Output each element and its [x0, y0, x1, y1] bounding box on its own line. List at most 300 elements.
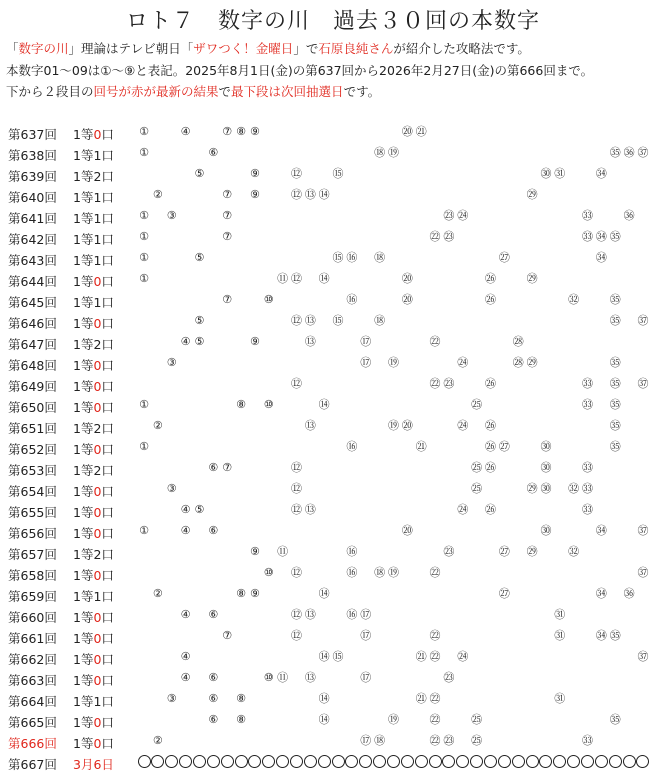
- winning-number: ⑨: [249, 167, 260, 180]
- blank-number-circle: [498, 755, 511, 768]
- prize-rank: 1等: [73, 736, 94, 751]
- winning-number: ⑬: [304, 419, 316, 432]
- first-prize-winners: [73, 209, 114, 227]
- winning-number: ⑫: [290, 482, 302, 495]
- winning-number: ⑱: [374, 734, 386, 747]
- draw-row: [0, 395, 666, 416]
- winning-number: ⑬: [304, 503, 316, 516]
- page-title: ロト７ 数字の川 過去３０回の本数字: [125, 9, 540, 34]
- winning-number: ㉘: [512, 356, 524, 369]
- winning-number: ㉙: [526, 482, 538, 495]
- winning-number: ㉑: [415, 692, 427, 705]
- first-prize-winners: [73, 461, 114, 479]
- first-prize-winners: [73, 482, 114, 500]
- intro-text-segment: です。: [343, 84, 381, 99]
- winning-number: ㊱: [623, 209, 635, 222]
- winning-number: ⑫: [290, 272, 302, 285]
- winning-number: ㉒: [429, 335, 441, 348]
- draw-number-label: 第662回: [8, 652, 57, 667]
- prize-count: 1: [93, 148, 102, 163]
- winning-number: ㉝: [582, 503, 594, 516]
- winning-number: ㉒: [429, 734, 441, 747]
- draw-number-label: 第646回: [8, 316, 57, 331]
- blank-number-circle: [304, 755, 317, 768]
- draw-number-label: 第637回: [8, 127, 57, 142]
- prize-count: 0: [93, 568, 102, 583]
- winning-number: ⑮: [332, 314, 344, 327]
- draw-number-label: 第645回: [8, 295, 57, 310]
- blank-number-circle: [151, 755, 164, 768]
- blank-number-circle: [442, 755, 455, 768]
- winning-number: ㉖: [485, 293, 496, 306]
- winning-number: ⑦: [222, 230, 233, 243]
- winning-number: ㉟: [609, 440, 621, 453]
- draw-row: [0, 269, 666, 290]
- prize-rank: 1等: [73, 631, 94, 646]
- first-prize-winners: [73, 167, 114, 185]
- draw-row: [0, 353, 666, 374]
- prize-unit: 口: [101, 211, 114, 226]
- winning-number: ㉕: [471, 461, 483, 474]
- prize-rank: 1等: [73, 463, 94, 478]
- blank-number-circle: [332, 755, 345, 768]
- winning-number: ㉝: [582, 377, 594, 390]
- intro-text-segment: 数字の川: [18, 41, 69, 56]
- winning-number: ⑭: [318, 650, 330, 663]
- first-prize-winners: [73, 566, 114, 584]
- winning-number: ⑭: [318, 713, 330, 726]
- prize-unit: 口: [101, 505, 114, 520]
- winning-number: ⑲: [387, 566, 399, 579]
- winning-number: ⑩: [263, 398, 274, 411]
- winning-number: ⑫: [290, 188, 302, 201]
- prize-unit: 口: [101, 526, 114, 541]
- winning-number: ⑳: [401, 125, 413, 138]
- blank-number-circle: [138, 755, 151, 768]
- winning-number: ㉝: [582, 482, 594, 495]
- winning-number: ㉝: [582, 461, 594, 474]
- prize-unit: 口: [101, 127, 114, 142]
- prize-count: 2: [93, 337, 102, 352]
- winning-number: ⑨: [249, 587, 260, 600]
- winning-number: ⑳: [401, 293, 413, 306]
- prize-unit: 口: [101, 694, 114, 709]
- winning-number: ㉜: [568, 482, 580, 495]
- winning-number: ㉜: [568, 293, 580, 306]
- blank-number-circle: [595, 755, 608, 768]
- winning-number: ③: [166, 482, 177, 495]
- draw-row: [0, 416, 666, 437]
- winning-number: ⑯: [346, 545, 358, 558]
- prize-count: 0: [93, 358, 102, 373]
- prize-count: 0: [93, 736, 102, 751]
- winning-number: ㉒: [429, 377, 441, 390]
- prize-rank: 1等: [73, 421, 94, 436]
- winning-number: ⑭: [318, 272, 330, 285]
- winning-number: ①: [139, 209, 149, 222]
- winning-number: ㉞: [595, 587, 607, 600]
- blank-number-circle: [165, 755, 178, 768]
- first-prize-winners: [73, 125, 114, 143]
- prize-unit: 口: [101, 253, 114, 268]
- draw-number-label: 第640回: [8, 190, 57, 205]
- draw-number-label: 第663回: [8, 673, 57, 688]
- first-prize-winners: [73, 587, 114, 605]
- winning-number: ⑲: [387, 419, 399, 432]
- draw-row: [0, 311, 666, 332]
- prize-rank: 1等: [73, 232, 94, 247]
- winning-number: ⑫: [290, 377, 302, 390]
- intro-text-segment: 回号が赤が最新の結果: [93, 84, 219, 99]
- winning-number: ⑩: [263, 293, 274, 306]
- winning-number: ①: [139, 398, 149, 411]
- winning-number: ⑯: [346, 440, 358, 453]
- winning-number: ③: [166, 356, 177, 369]
- prize-count: 0: [93, 127, 102, 142]
- winning-number: ①: [139, 524, 149, 537]
- winning-number: ㉟: [609, 356, 621, 369]
- draw-number-label: 第653回: [8, 463, 57, 478]
- prize-unit: 口: [101, 400, 114, 415]
- intro-text-segment: で: [218, 84, 232, 99]
- winning-number: ⑱: [374, 251, 386, 264]
- prize-count: 0: [93, 631, 102, 646]
- winning-number: ㉞: [595, 167, 607, 180]
- winning-number: ⑳: [401, 419, 413, 432]
- intro-text-segment: ザワつく！金曜日: [193, 41, 294, 56]
- winning-number: ㉙: [526, 188, 538, 201]
- first-prize-winners: [73, 503, 114, 521]
- winning-number: ⑰: [360, 335, 372, 348]
- winning-number: ⑥: [208, 692, 219, 705]
- winning-number: ⑦: [222, 461, 233, 474]
- winning-number: ⑨: [249, 125, 260, 138]
- winning-number: ⑮: [332, 650, 344, 663]
- first-prize-winners: [73, 629, 114, 647]
- winning-number: ㉗: [498, 251, 510, 264]
- blank-number-circle: [526, 755, 539, 768]
- prize-unit: 口: [101, 295, 114, 310]
- winning-number: ⑯: [346, 293, 358, 306]
- winning-number: ㉔: [457, 419, 469, 432]
- prize-rank: 1等: [73, 127, 94, 142]
- prize-rank: 1等: [73, 295, 94, 310]
- winning-number: ⑫: [290, 503, 302, 516]
- winning-number: ⑲: [387, 356, 399, 369]
- prize-rank: 1等: [73, 148, 94, 163]
- winning-number: ⑥: [208, 713, 219, 726]
- blank-number-circle: [567, 755, 580, 768]
- winning-number: ㉗: [498, 545, 510, 558]
- intro-text-segment: 」理論はテレビ朝日「: [68, 41, 194, 56]
- blank-number-circle: [373, 755, 386, 768]
- draw-number-label: 第641回: [8, 211, 57, 226]
- first-prize-winners: [73, 734, 114, 752]
- prize-rank: 1等: [73, 253, 94, 268]
- draw-row: [0, 689, 666, 710]
- winning-number: ㉓: [443, 734, 455, 747]
- draw-row: [0, 584, 666, 605]
- winning-number: ㉒: [429, 230, 441, 243]
- prize-count: 0: [93, 610, 102, 625]
- prize-count: 0: [93, 274, 102, 289]
- prize-rank: 1等: [73, 484, 94, 499]
- winning-number: ⑥: [208, 671, 219, 684]
- draw-row: [0, 437, 666, 458]
- winning-number: ⑤: [194, 335, 205, 348]
- prize-rank: 1等: [73, 610, 94, 625]
- winning-number: ⑬: [304, 188, 316, 201]
- winning-number: ⑲: [387, 146, 399, 159]
- first-prize-winners: [73, 692, 114, 710]
- winning-number: ㉓: [443, 209, 455, 222]
- winning-number: ⑧: [236, 692, 246, 705]
- winning-number: ㉟: [609, 146, 621, 159]
- draw-row: [0, 185, 666, 206]
- first-prize-winners: [73, 251, 114, 269]
- prize-unit: 口: [101, 442, 114, 457]
- prize-unit: 口: [101, 715, 114, 730]
- prize-unit: 口: [101, 589, 114, 604]
- winning-number: ㉔: [457, 503, 469, 516]
- winning-number: ⑨: [249, 545, 260, 558]
- winning-number: ㉖: [485, 440, 496, 453]
- prize-rank: 1等: [73, 169, 94, 184]
- prize-count: 0: [93, 442, 102, 457]
- winning-number: ①: [139, 272, 149, 285]
- intro-line-2: [6, 61, 593, 79]
- draw-row: [0, 626, 666, 647]
- draw-row: [0, 731, 666, 752]
- first-prize-winners: [73, 545, 114, 563]
- winning-number: ㉔: [457, 209, 469, 222]
- winning-number: ㉙: [526, 272, 538, 285]
- winning-number: ⑰: [360, 629, 372, 642]
- first-prize-winners: [73, 146, 114, 164]
- winning-number: ㉒: [429, 629, 441, 642]
- winning-number: ⑥: [208, 524, 219, 537]
- prize-unit: 口: [101, 316, 114, 331]
- blank-number-circle: [553, 755, 566, 768]
- first-prize-winners: [73, 608, 114, 626]
- draw-row: [0, 122, 666, 143]
- winning-number: ㉖: [485, 377, 496, 390]
- blank-number-circle: [401, 755, 414, 768]
- blank-number-circle: [512, 755, 525, 768]
- winning-number: ㉚: [540, 440, 552, 453]
- blank-number-circle: [179, 755, 192, 768]
- draw-row: [0, 206, 666, 227]
- winning-number: ②: [152, 419, 163, 432]
- winning-number: ㉚: [540, 482, 552, 495]
- prize-count: 1: [93, 589, 102, 604]
- winning-number: ㊲: [637, 650, 649, 663]
- first-prize-winners: [73, 293, 114, 311]
- blank-number-circle: [345, 755, 358, 768]
- prize-rank: 1等: [73, 694, 94, 709]
- winning-number: ㉙: [526, 545, 538, 558]
- draw-number-label: 第655回: [8, 505, 57, 520]
- prize-unit: 口: [101, 736, 114, 751]
- winning-number: ⑩: [263, 566, 274, 579]
- winning-number: ㉝: [582, 734, 594, 747]
- draw-row: [0, 710, 666, 731]
- winning-number: ㉕: [471, 482, 483, 495]
- intro-text-segment: 最下段は次回抽選日: [231, 84, 344, 99]
- winning-number: ⑥: [208, 461, 219, 474]
- blank-number-circle: [290, 755, 303, 768]
- winning-number: ㉟: [609, 713, 621, 726]
- prize-rank: 1等: [73, 568, 94, 583]
- winning-number: ㉟: [609, 629, 621, 642]
- prize-count: 0: [93, 484, 102, 499]
- prize-unit: 口: [101, 568, 114, 583]
- blank-number-circle: [387, 755, 400, 768]
- first-prize-winners: [73, 713, 114, 731]
- prize-count: 1: [93, 694, 102, 709]
- winning-number: ⑤: [194, 167, 205, 180]
- winning-number: ㉟: [609, 230, 621, 243]
- first-prize-winners: [73, 440, 114, 458]
- prize-count: 0: [93, 379, 102, 394]
- winning-number: ㉔: [457, 356, 469, 369]
- winning-number: ㉓: [443, 671, 455, 684]
- prize-rank: 1等: [73, 589, 94, 604]
- prize-count: 0: [93, 652, 102, 667]
- winning-number: ⑧: [236, 713, 246, 726]
- blank-number-circle: [415, 755, 428, 768]
- prize-rank: 1等: [73, 337, 94, 352]
- winning-number: ㉟: [609, 419, 621, 432]
- prize-rank: 1等: [73, 379, 94, 394]
- winning-number: ㉓: [443, 230, 455, 243]
- draw-row: [0, 542, 666, 563]
- draw-number-label: 第660回: [8, 610, 57, 625]
- draw-row: [0, 164, 666, 185]
- winning-number: ㉝: [582, 209, 594, 222]
- winning-number: ⑰: [360, 608, 372, 621]
- draw-number-label: 第651回: [8, 421, 57, 436]
- draw-number-label: 第666回: [8, 736, 57, 751]
- intro-text-segment: 石原良純さん: [318, 41, 394, 56]
- blank-number-circle: [636, 755, 649, 768]
- winning-number: ㉚: [540, 167, 552, 180]
- blank-number-circle: [623, 755, 636, 768]
- draw-number-label: 第656回: [8, 526, 57, 541]
- first-prize-winners: [73, 230, 114, 248]
- draw-number-label: 第650回: [8, 400, 57, 415]
- winning-number: ④: [180, 671, 191, 684]
- prize-unit: 口: [101, 379, 114, 394]
- winning-number: ⑧: [236, 125, 246, 138]
- winning-number: ④: [180, 503, 191, 516]
- draw-row: [0, 500, 666, 521]
- winning-number: ⑯: [346, 566, 358, 579]
- winning-number: ⑩: [263, 671, 274, 684]
- first-prize-winners: [73, 335, 114, 353]
- first-prize-winners: [73, 671, 114, 689]
- winning-number: ⑱: [374, 146, 386, 159]
- winning-number: ㉛: [554, 167, 566, 180]
- winning-number: ㊲: [637, 524, 649, 537]
- blank-number-circle: [318, 755, 331, 768]
- first-prize-winners: [73, 314, 114, 332]
- prize-rank: 1等: [73, 547, 94, 562]
- winning-number: ⑨: [249, 335, 260, 348]
- winning-number: ㉒: [429, 650, 441, 663]
- winning-number: ⑤: [194, 503, 205, 516]
- winning-number: ㉛: [554, 692, 566, 705]
- winning-number: ⑭: [318, 587, 330, 600]
- winning-number: ㉚: [540, 461, 552, 474]
- winning-number: ㉒: [429, 713, 441, 726]
- winning-number: ③: [166, 692, 177, 705]
- winning-number: ④: [180, 524, 191, 537]
- winning-number: ⑪: [277, 272, 289, 285]
- winning-number: ㉑: [415, 440, 427, 453]
- winning-number: ㉓: [443, 545, 455, 558]
- prize-unit: 口: [101, 484, 114, 499]
- winning-number: ㉝: [582, 230, 594, 243]
- winning-number: ⑤: [194, 251, 205, 264]
- next-draw-date: 3月6日: [73, 757, 114, 772]
- winning-number: ⑫: [290, 461, 302, 474]
- prize-count: 0: [93, 715, 102, 730]
- winning-number: ①: [139, 251, 149, 264]
- prize-unit: 口: [101, 652, 114, 667]
- intro-line-3: [6, 82, 380, 100]
- winning-number: ㊲: [637, 377, 649, 390]
- winning-number: ㉖: [485, 272, 496, 285]
- winning-number: ⑦: [222, 188, 233, 201]
- winning-number: ㊲: [637, 314, 649, 327]
- winning-number: ①: [139, 146, 149, 159]
- winning-number: ⑥: [208, 146, 219, 159]
- winning-number: ⑭: [318, 188, 330, 201]
- first-prize-winners: [73, 272, 114, 290]
- prize-rank: 1等: [73, 526, 94, 541]
- winning-number: ㉑: [415, 125, 427, 138]
- winning-number: ⑰: [360, 671, 372, 684]
- winning-number: ④: [180, 650, 191, 663]
- winning-number: ㉖: [485, 461, 496, 474]
- prize-count: 0: [93, 526, 102, 541]
- blank-number-circle: [221, 755, 234, 768]
- draw-row: [0, 563, 666, 584]
- draw-number-label: 第661回: [8, 631, 57, 646]
- draw-number-label: 第649回: [8, 379, 57, 394]
- winning-number: ②: [152, 587, 163, 600]
- winning-number: ④: [180, 608, 191, 621]
- intro-text-segment: 」で: [293, 41, 319, 56]
- prize-unit: 口: [101, 610, 114, 625]
- winning-number: ①: [139, 230, 149, 243]
- winning-number: ㉛: [554, 608, 566, 621]
- winning-number: ⑫: [290, 314, 302, 327]
- winning-number: ㉖: [485, 503, 496, 516]
- blank-number-circle: [470, 755, 483, 768]
- prize-rank: 1等: [73, 358, 94, 373]
- winning-number: ③: [166, 209, 177, 222]
- draw-row: [0, 668, 666, 689]
- winning-number: ㉝: [582, 398, 594, 411]
- draw-row: [0, 248, 666, 269]
- winning-number: ⑮: [332, 167, 344, 180]
- winning-number: ②: [152, 188, 163, 201]
- winning-number: ⑫: [290, 608, 302, 621]
- winning-number: ㉞: [595, 230, 607, 243]
- prize-unit: 口: [101, 631, 114, 646]
